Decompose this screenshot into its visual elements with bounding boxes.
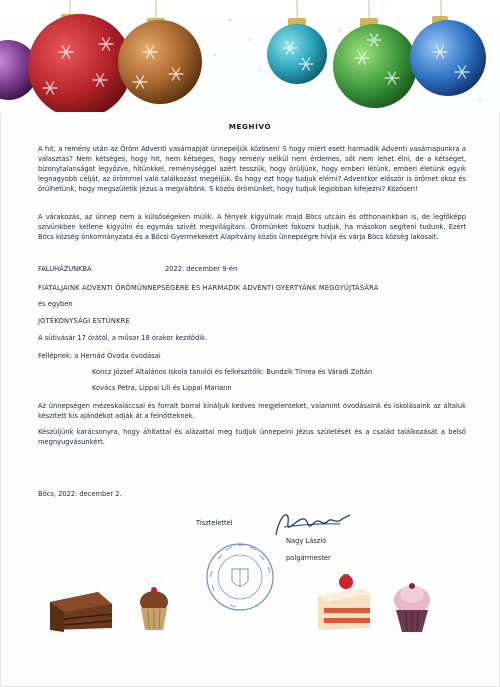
page-title: MEGHÍVÓ	[228, 122, 272, 131]
ornaments-illustration	[0, 0, 500, 112]
teal-ornament	[267, 24, 327, 84]
brown-ornament	[118, 20, 202, 104]
strawberry-cake-icon	[314, 574, 374, 634]
green-ornament	[333, 24, 417, 108]
performers-individuals: Kovács Petra, Lippai Lili és Lippai Mariann	[92, 384, 232, 392]
official-stamp	[204, 541, 276, 613]
place-and-date: Böcs, 2022. december 2.	[38, 490, 122, 498]
blue-ornament	[410, 20, 486, 96]
intro-paragraph: A hit, a remény után az Öröm Adventi vasárnapját ünnepeljük közösen! S hogy miért esett harmadik Adventi vasárnapunkra a választás? Nem kétséges, hogy hit, nem kétséges, hogy remény nélkül nem érdemes, sőt nem lehet élni, de a kétséget, bizonytalanságot legyőzve, hitünkkel, reménységgel azért tesszük, hogy örüljünk, hogy emberi létünk, emberi életünk egyik legnagyobb célját, az örömmel való találkozást megéljük. És hogy ezt hogy tudjuk elérni? Adventkor először is örömet okoz és örülhetünk, hogy megszületik Jézus a megváltónk. S közös örömünket, hogy tudjuk legjobban kifejezni? Közösen!	[38, 145, 466, 193]
chocolate-cake-icon	[46, 586, 116, 636]
second-paragraph: A várakozás, az ünnep nem a külsőségeken múlik. A fények kigyúlnak majd Böcs utcáin és otthonainkban is, de legfőképp szívünkben kellene kigyúlni és egymás szívét megvilágítani. Örömünket fokozni tudjuk, ha másokon segíteni tudunk. Ezért Böcs község önkormányzata és a Böcsi Gyermekekért Alapítvány közös ünnepségre hívja és várja Böcs község lakosait.	[38, 213, 466, 241]
cream-cupcake-icon	[388, 582, 436, 634]
refreshments-paragraph: Az ünnepségen mézeskaláccsal és forralt borral kínáljuk kedves megjelenteket, valamint óvodásaink és iskolásaink az általuk készített kis ajándékot adják át a felnőtteknek.	[38, 402, 466, 420]
performers-school: Koncz József Általános Iskola tanulói és felkészítőik: Bundzik Tímea és Váradi Zoltán	[92, 368, 373, 376]
event-date: 2022. december 9-én	[165, 265, 238, 273]
red-ornament	[28, 14, 132, 112]
event-place: FALUHÁZUNKBA	[38, 265, 92, 273]
closing-paragraph: Készüljünk karácsonyra, hogy áhítattal és alázattal meg tudjuk ünnepelni Jézus születését és a család találkozását a belső megnyugvásunkért.	[38, 428, 466, 446]
christmas-ornaments-header	[0, 0, 500, 112]
signer-name: Nagy László	[286, 537, 327, 545]
performers-label: Fellépnek: a Hernád Óvoda óvodásai	[38, 352, 161, 360]
signer-title: polgármester	[286, 554, 331, 562]
event-charity-evening: JÓTÉKONYSÁGI ESTÜNKRE	[38, 317, 130, 325]
cupcake-icon	[136, 586, 172, 632]
event-schedule: A sütivásár 17 órától, a műsor 18 órakor kezdődik.	[38, 334, 208, 342]
event-occasion-connector: és egyben	[38, 300, 73, 308]
regards-text: Tisztelettel	[196, 519, 233, 527]
event-occasion: FIATALJAINK ADVENTI ÖRÖMÜNNEPSÉGÉRE ÉS HARMADIK ADVENTI GYERTYÁNK MEGGYÚJTÁSÁRA	[38, 284, 379, 292]
